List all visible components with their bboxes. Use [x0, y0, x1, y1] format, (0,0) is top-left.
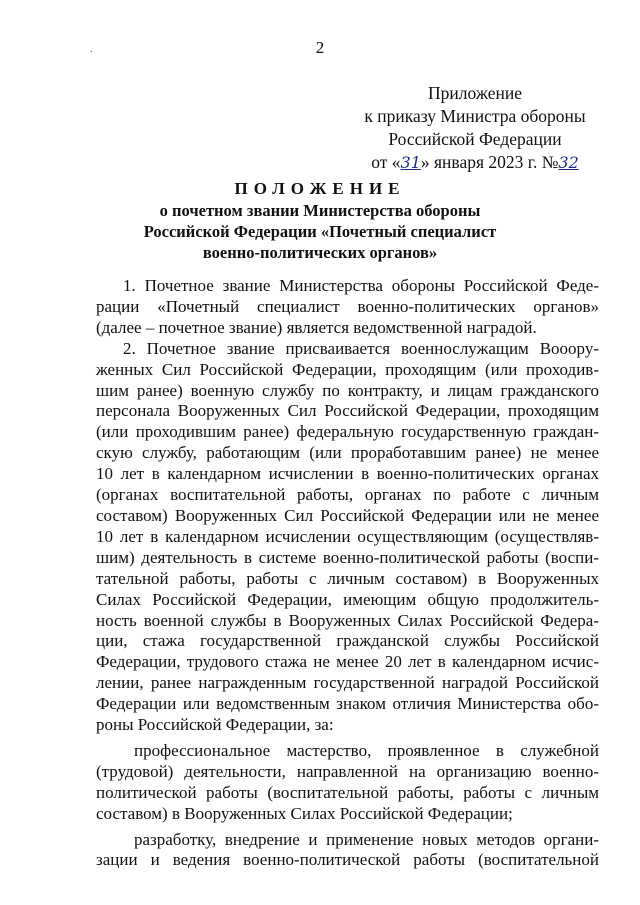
- appendix-line-2: к приказу Министра обороны: [364, 106, 586, 126]
- paragraph-4: [96, 830, 599, 872]
- body-line: шим ранее) военную службу по контракту, и лицам гражданского: [96, 380, 599, 400]
- body-line: 2. Почетное звание присваивается военнослужащим Вооору-: [123, 338, 599, 358]
- body-line: роны Российской Федерации, за:: [96, 715, 334, 735]
- appendix-date-line: [340, 151, 610, 174]
- appendix-line-3: Российской Федерации: [388, 129, 562, 149]
- appendix-header: [340, 82, 610, 174]
- body-line: профессиональное мастерство, проявленное в служебной: [134, 740, 599, 760]
- body-line: Силах Российской Федерации, имеющим общую продолжитель-: [96, 589, 599, 609]
- handwritten-order-number: 32: [558, 153, 579, 172]
- body-line: шим) деятельность в системе военно-политической работы (воспи-: [96, 547, 599, 567]
- body-line: ность военной службы в Вооруженных Силах Российской Федера-: [96, 610, 599, 630]
- body-line: женных Сил Российской Федерации, проходящим (или проходив-: [96, 359, 599, 379]
- paragraph-3: [96, 741, 599, 825]
- paragraph-2: [96, 339, 599, 736]
- body-line: разработку, внедрение и применение новых методов органи-: [134, 829, 599, 849]
- document-body: [96, 276, 599, 871]
- document-subtitle-line-1: о почетном звании Министерства обороны: [159, 201, 481, 220]
- document-subtitle-line-3: военно-политических органов»: [202, 243, 438, 262]
- scan-dot: .: [90, 44, 93, 55]
- appendix-line-1: Приложение: [428, 83, 522, 103]
- body-line: Федерации, трудового стажа не менее 20 лет в календарном исчис-: [96, 652, 599, 672]
- body-line: зации и ведения военно-политической работы (воспитательной: [96, 850, 599, 870]
- body-line: составом) в Вооруженных Силах Российской Федерации;: [96, 803, 513, 823]
- body-line: политической работы (воспитательной работы, работы с личным: [96, 782, 599, 802]
- body-line: персонала Вооруженных Сил Российской Федерации, проходящим: [96, 401, 599, 421]
- body-line: лении, ранее награжденным государственной наградой Российской: [96, 673, 599, 693]
- body-line: (органах воспитательной работы, органах по работе с личным: [96, 485, 599, 505]
- body-line: (трудовой) деятельности, направленной на организацию военно-: [96, 761, 599, 781]
- body-line: (или проходившим ранее) федеральную государственную граждан-: [96, 422, 599, 442]
- paragraph-1: [96, 276, 599, 339]
- body-line: ции, стажа государственной гражданской службы Российской: [96, 631, 599, 651]
- body-line: (далее – почетное звание) является ведомственной наградой.: [96, 317, 537, 337]
- date-prefix: от «: [371, 152, 401, 172]
- document-title: ПОЛОЖЕНИЕ: [234, 179, 406, 198]
- body-line: рации «Почетный специалист военно-политических органов»: [96, 296, 599, 316]
- body-line: 1. Почетное звание Министерства обороны Российской Феде-: [123, 276, 599, 295]
- date-middle: » января 2023 г. №: [420, 152, 559, 172]
- document-title-block: [0, 178, 640, 263]
- document-subtitle-line-2: Российской Федерации «Почетный специалист: [143, 222, 497, 241]
- body-line: 10 лет в календарном исчислении в военно-политических органах: [96, 464, 599, 484]
- body-line: составом) Вооруженных Сил Российской Федерации или не менее: [96, 505, 599, 525]
- body-line: 10 лет в календарном исчислении осуществляющим (осуществляв-: [96, 526, 599, 546]
- handwritten-day: 31: [400, 153, 421, 172]
- body-line: скую службу, работающим (или проработавшим ранее) не менее: [96, 443, 599, 463]
- body-line: тательной работы, работы с личным составом) в Вооруженных: [96, 568, 599, 588]
- body-line: Федерации или ведомственным знаком отличия Министерства обо-: [96, 694, 599, 714]
- page-number: 2: [315, 38, 325, 57]
